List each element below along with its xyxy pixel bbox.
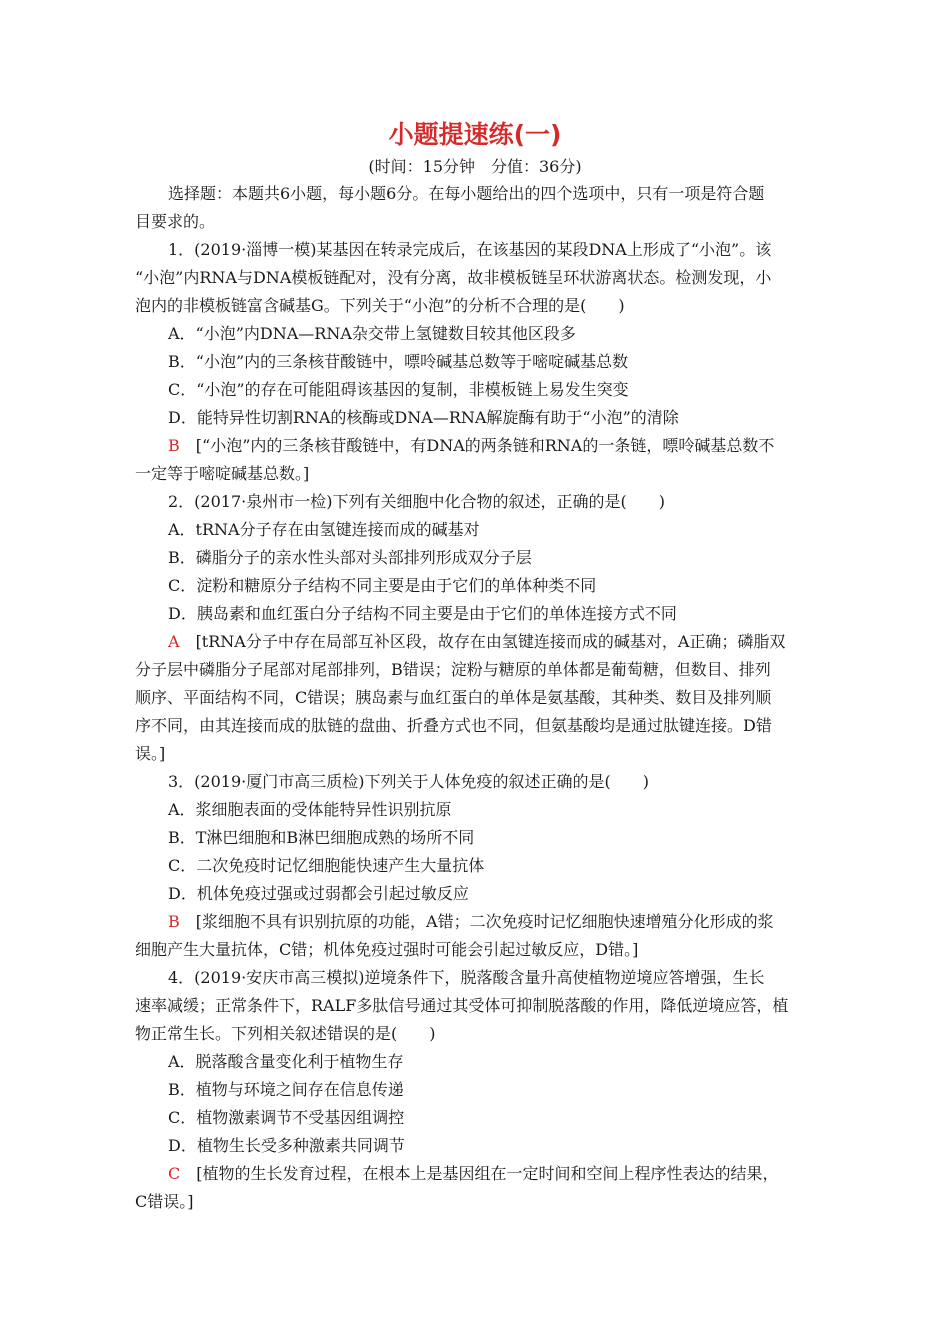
explanation-line: 顺序、平面结构不同，C错误；胰岛素与血红蛋白的单体是氨基酸，其种类、数目及排列顺: [135, 688, 772, 707]
question-stem-line: 速率减缓；正常条件下，RALF多肽信号通过其受体可抑制脱落酸的作用，降低逆境应答，植: [135, 996, 789, 1015]
option: C．植物激素调节不受基因组调控: [168, 1108, 405, 1127]
option: A．“小泡”内DNA—RNA杂交带上氢键数目较其他区段多: [168, 324, 576, 343]
intro-line: 选择题：本题共6小题，每小题6分。在每小题给出的四个选项中，只有一项是符合题: [168, 184, 765, 203]
explanation-line: 序不同，由其连接而成的肽链的盘曲、折叠方式也不同，但氨基酸均是通过肽键连接。D错: [135, 716, 772, 735]
explanation-text: [浆细胞不具有识别抗原的功能，A错；二次免疫时记忆细胞快速增殖分化形成的浆: [179, 912, 774, 931]
question-stem-line: 物正常生长。下列相关叙述错误的是( ): [135, 1024, 436, 1043]
explanation-text: [植物的生长发育过程，在根本上是基因组在一定时间和空间上程序性表达的结果，: [180, 1164, 779, 1183]
option: D．胰岛素和血红蛋白分子结构不同主要是由于它们的单体连接方式不同: [168, 604, 677, 623]
page-subtitle: (时间：15分钟 分值：36分): [368, 157, 582, 176]
explanation-text: [tRNA分子中存在局部互补区段，故存在由氢键连接而成的碱基对，A正确；磷脂双: [179, 632, 786, 651]
question-stem-line: “小泡”内RNA与DNA模板链配对，没有分离，故非模板链呈环状游离状态。检测发现，小: [135, 268, 772, 287]
option: D．机体免疫过强或过弱都会引起过敏反应: [168, 884, 469, 903]
explanation-line: 一定等于嘧啶碱基总数。]: [135, 464, 310, 483]
question-stem-line: 4．(2019·安庆市高三模拟)逆境条件下，脱落酸含量升高使植物逆境应答增强，生长: [168, 968, 765, 987]
option: B．植物与环境之间存在信息传递: [168, 1080, 404, 1099]
option: A．tRNA分子存在由氢键连接而成的碱基对: [168, 520, 480, 539]
option: A．浆细胞表面的受体能特异性识别抗原: [168, 800, 452, 819]
answer-explanation-line: [168, 435, 774, 457]
answer-explanation-line: [168, 911, 774, 933]
option: C．淀粉和糖原分子结构不同主要是由于它们的单体种类不同: [168, 576, 597, 595]
answer-explanation-line: [168, 1163, 779, 1185]
explanation-line: 细胞产生大量抗体，C错；机体免疫过强时可能会引起过敏反应，D错。]: [135, 940, 639, 959]
explanation-text: [“小泡”内的三条核苷酸链中，有DNA的两条链和RNA的一条链，嘌呤碱基总数不: [179, 436, 775, 455]
explanation-line: C错误。]: [135, 1192, 194, 1211]
question-stem-line: 2．(2017·泉州市一检)下列有关细胞中化合物的叙述，正确的是( ): [168, 492, 665, 511]
explanation-line: 误。]: [135, 744, 166, 763]
option: B．磷脂分子的亲水性头部对头部排列形成双分子层: [168, 548, 532, 567]
option: A．脱落酸含量变化利于植物生存: [168, 1052, 404, 1071]
option: C．“小泡”的存在可能阻碍该基因的复制，非模板链上易发生突变: [168, 380, 629, 399]
answer-explanation-line: [168, 631, 785, 653]
option: C．二次免疫时记忆细胞能快速产生大量抗体: [168, 856, 485, 875]
answer-letter: A: [168, 632, 180, 651]
option: D．能特异性切割RNA的核酶或DNA—RNA解旋酶有助于“小泡”的清除: [168, 408, 679, 427]
question-stem-line: 1．(2019·淄博一模)某基因在转录完成后，在该基因的某段DNA上形成了“小泡”。该: [168, 240, 772, 259]
answer-letter: B: [168, 436, 180, 455]
intro-line: 目要求的。: [135, 212, 216, 231]
option: D．植物生长受多种激素共同调节: [168, 1136, 405, 1155]
page-title: 小题提速练(一): [388, 120, 562, 149]
question-stem-line: 3．(2019·厦门市高三质检)下列关于人体免疫的叙述正确的是( ): [168, 772, 649, 791]
option: B．“小泡”内的三条核苷酸链中，嘌呤碱基总数等于嘧啶碱基总数: [168, 352, 629, 371]
question-stem-line: 泡内的非模板链富含碱基G。下列关于“小泡”的分析不合理的是( ): [135, 296, 625, 315]
answer-letter: C: [168, 1164, 181, 1183]
option: B．T淋巴细胞和B淋巴细胞成熟的场所不同: [168, 828, 475, 847]
explanation-line: 分子层中磷脂分子尾部对尾部排列，B错误；淀粉与糖原的单体都是葡萄糖，但数目、排列: [135, 660, 771, 679]
answer-letter: B: [168, 912, 180, 931]
